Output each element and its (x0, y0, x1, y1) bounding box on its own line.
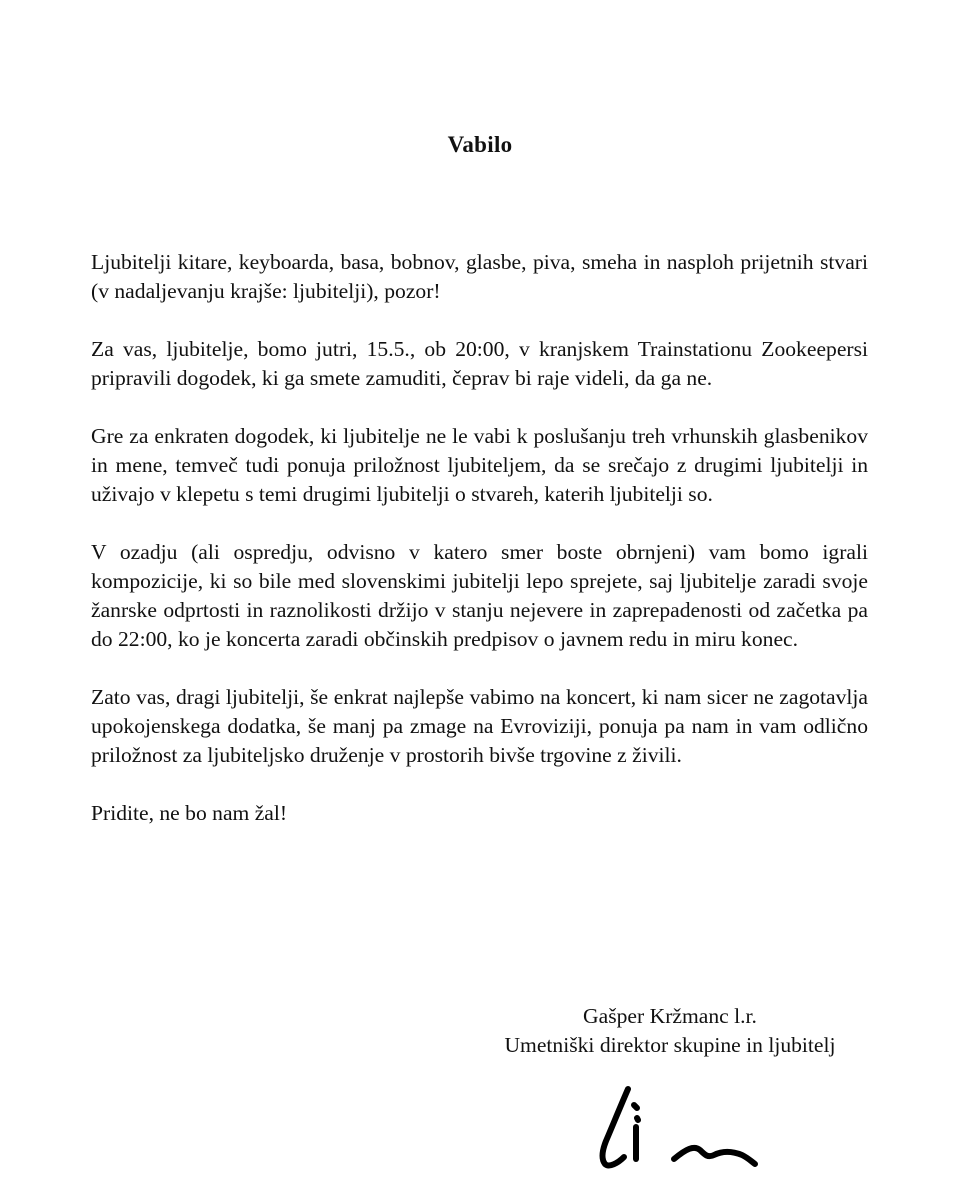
paragraph: Ljubitelji kitare, keyboarda, basa, bobnov, glasbe, piva, smeha in nasploh prijetnih stvari (v nadaljevanju krajše: ljubitelji), pozor! (91, 250, 868, 303)
paragraph: V ozadju (ali ospredju, odvisno v katero smer boste obrnjeni) vam bomo igrali kompozicije, ki so bile med slovenskimi jubitelji lepo sprejete, saj ljubitelje zaradi svoje žanrske odprtosti in raznolikosti držijo v stanju nejevere in zaprepadenosti od začetka pa do 22:00, ko je koncerta zaradi občinskih predpisov o javnem redu in miru konec. (91, 540, 868, 651)
signature-block (470, 1002, 870, 1060)
closing-line: Pridite, ne bo nam žal! (91, 801, 288, 825)
document-body (91, 248, 868, 828)
paragraph: Gre za enkraten dogodek, ki ljubitelje ne le vabi k poslušanju treh vrhunskih glasbenikov in mene, temveč tudi ponuja priložnost ljubiteljem, da se srečajo z drugimi ljubitelji in uživajo v klepetu s temi drugimi ljubitelji o stvareh, katerih ljubitelji so. (91, 424, 868, 506)
handwritten-signature (590, 1075, 770, 1185)
signatory-name: Gašper Kržmanc l.r. (583, 1004, 757, 1028)
signatory-role: Umetniški direktor skupine in ljubitelj (504, 1033, 836, 1057)
paragraph: Za vas, ljubitelje, bomo jutri, 15.5., ob 20:00, v kranjskem Trainstationu Zookeepersi pripravili dogodek, ki ga smete zamuditi, čeprav bi raje videli, da ga ne. (91, 337, 868, 390)
paragraph: Zato vas, dragi ljubitelji, še enkrat najlepše vabimo na koncert, ki nam sicer ne zagotavlja upokojenskega dodatka, še manj pa zmage na Evroviziji, ponuja pa nam in vam odlično priložnost za ljubiteljsko druženje v prostorih bivše trgovine z živili. (91, 685, 868, 767)
document-title: Vabilo (447, 132, 513, 157)
